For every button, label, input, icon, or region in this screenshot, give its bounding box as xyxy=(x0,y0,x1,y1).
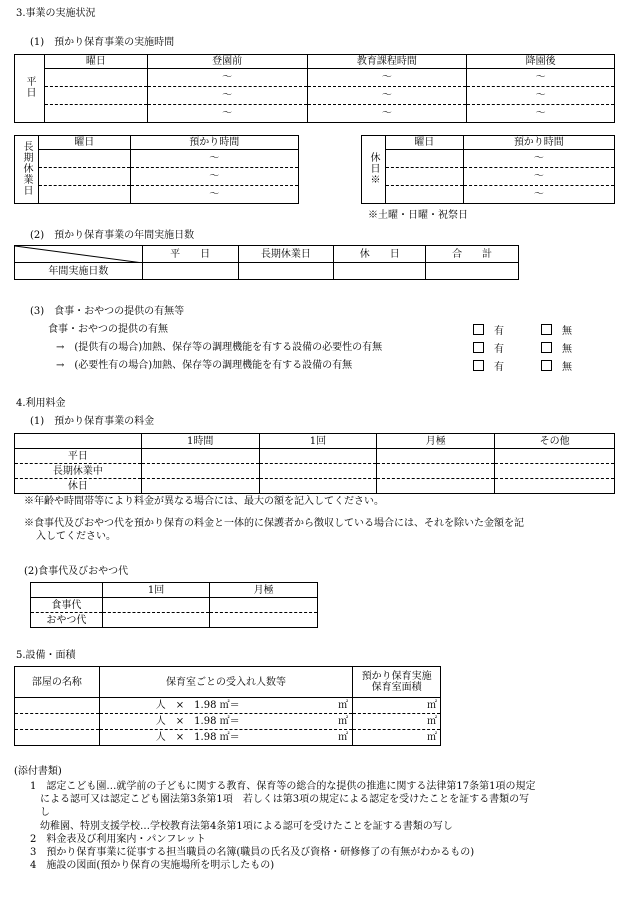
time-cell[interactable]: ～ xyxy=(147,69,307,87)
yes-checkbox[interactable]: 有 xyxy=(473,360,504,374)
row-label: 長期休業中 xyxy=(15,464,142,479)
checkbox-icon[interactable] xyxy=(541,360,552,371)
row-label: 休日 xyxy=(15,479,142,494)
room-name-cell[interactable] xyxy=(15,714,100,730)
time-cell[interactable]: ～ xyxy=(467,105,615,123)
col-header: 預かり時間 xyxy=(130,136,298,150)
weekday-hours-table xyxy=(14,54,615,123)
day-cell[interactable] xyxy=(44,105,147,123)
no-checkbox[interactable]: 無 xyxy=(541,360,572,374)
section-4-2-title: (2)食事代及びおやつ代 xyxy=(24,566,129,577)
fee-cell[interactable] xyxy=(377,449,495,464)
attachment-item-1-cont: し xyxy=(40,807,50,818)
section-4-1-title: (1) 預かり保育事業の料金 xyxy=(30,416,155,427)
meal-item: → (提供有の場合)加熱、保存等の調理機能を有する設備の必要性の有無 xyxy=(56,342,383,353)
fee-cell[interactable] xyxy=(210,598,318,613)
time-cell[interactable]: ～ xyxy=(463,186,614,204)
area-cell[interactable]: ㎡ xyxy=(353,730,441,746)
holiday-table xyxy=(361,135,615,204)
capacity-cell[interactable]: 人 × 1.98 ㎡＝ ㎡ xyxy=(99,730,352,746)
fee-cell[interactable] xyxy=(102,613,210,628)
attachment-item-1: 1 認定こども園…就学前の子どもに関する教育、保育等の総合的な提供の推進に関する法律第17条第1項の規定 xyxy=(30,781,536,792)
fee-cell[interactable] xyxy=(259,479,377,494)
section-3-2-title: (2) 預かり保育事業の年間実施日数 xyxy=(30,230,195,241)
checkbox-icon[interactable] xyxy=(473,342,484,353)
checkbox-icon[interactable] xyxy=(473,324,484,335)
fee-cell[interactable] xyxy=(259,449,377,464)
section-3-3-title: (3) 食事・おやつの提供の有無等 xyxy=(30,306,185,317)
col-header: 1時間 xyxy=(141,434,259,449)
col-header: 預かり時間 xyxy=(463,136,614,150)
fee-cell[interactable] xyxy=(141,464,259,479)
room-name-cell[interactable] xyxy=(15,698,100,714)
attachment-item-2: 2 料金表及び利用案内・パンフレット xyxy=(30,834,206,845)
holiday-label: 休日※ xyxy=(362,136,386,204)
col-header-area: 預かり保育実施 保育室面積 xyxy=(353,667,441,698)
holiday-note: ※土曜・日曜・祝祭日 xyxy=(368,210,468,221)
day-cell[interactable] xyxy=(385,186,463,204)
attachments-title: (添付書類) xyxy=(14,766,62,777)
fee-cell[interactable] xyxy=(495,479,615,494)
yes-checkbox[interactable]: 有 xyxy=(473,342,504,356)
col-header: 平 日 xyxy=(142,246,238,263)
facility-table xyxy=(14,666,441,746)
no-checkbox[interactable]: 無 xyxy=(541,324,572,338)
days-cell[interactable] xyxy=(426,263,519,280)
col-header: 月極 xyxy=(210,583,318,598)
row-label: 年間実施日数 xyxy=(15,263,143,280)
checkbox-icon[interactable] xyxy=(473,360,484,371)
attachment-item-4: 4 施設の図面(預かり保育の実施場所を明示したもの) xyxy=(30,860,275,871)
section-3-1-title: (1) 預かり保育事業の実施時間 xyxy=(30,37,175,48)
col-header: 曜日 xyxy=(38,136,130,150)
capacity-cell[interactable]: 人 × 1.98 ㎡＝ ㎡ xyxy=(99,698,352,714)
fee-cell[interactable] xyxy=(210,613,318,628)
col-header: 登園前 xyxy=(147,55,307,69)
day-cell[interactable] xyxy=(385,168,463,186)
meal-item: 食事・おやつの提供の有無 xyxy=(48,324,168,335)
fee-cell[interactable] xyxy=(377,464,495,479)
fee-cell[interactable] xyxy=(377,479,495,494)
weekday-label: 平日 xyxy=(15,55,45,123)
time-cell[interactable]: ～ xyxy=(307,87,467,105)
empty-header xyxy=(31,583,103,598)
checkbox-icon[interactable] xyxy=(541,324,552,335)
time-cell[interactable]: ～ xyxy=(130,168,298,186)
days-cell[interactable] xyxy=(142,263,238,280)
long-holiday-table xyxy=(14,135,299,204)
col-header: 教育課程時間 xyxy=(307,55,467,69)
time-cell[interactable]: ～ xyxy=(467,69,615,87)
time-cell[interactable]: ～ xyxy=(130,186,298,204)
fee-cell[interactable] xyxy=(141,479,259,494)
attachment-item-1-sub: 幼稚園、特別支援学校…学校教育法第4条第1項による認可を受けたことを証する書類の写し xyxy=(40,821,453,832)
day-cell[interactable] xyxy=(38,186,130,204)
fee-note-2-cont: 入してください。 xyxy=(36,531,116,542)
days-cell[interactable] xyxy=(238,263,334,280)
fee-table xyxy=(14,433,615,494)
time-cell[interactable]: ～ xyxy=(307,69,467,87)
checkbox-icon[interactable] xyxy=(541,342,552,353)
fee-note-2: ※食事代及びおやつ代を預かり保育の料金と一体的に保護者から徴収している場合には、それを除いた金額を記 xyxy=(24,518,524,529)
day-cell[interactable] xyxy=(44,69,147,87)
col-header: 1回 xyxy=(102,583,210,598)
fee-cell[interactable] xyxy=(102,598,210,613)
row-label: 平日 xyxy=(15,449,142,464)
col-header: 降園後 xyxy=(467,55,615,69)
diagonal-line xyxy=(15,246,143,263)
capacity-cell[interactable]: 人 × 1.98 ㎡＝ ㎡ xyxy=(99,714,352,730)
col-header: 長期休業日 xyxy=(238,246,334,263)
fee-note-1: ※年齢や時間帯等により料金が異なる場合には、最大の額を記入してください。 xyxy=(24,496,384,507)
diagonal-cell xyxy=(15,246,143,263)
fee-cell[interactable] xyxy=(495,464,615,479)
time-cell[interactable]: ～ xyxy=(147,105,307,123)
fee-cell[interactable] xyxy=(495,449,615,464)
fee-cell[interactable] xyxy=(141,449,259,464)
day-cell[interactable] xyxy=(44,87,147,105)
empty-header xyxy=(15,434,142,449)
day-cell[interactable] xyxy=(38,150,130,168)
section-4-title: 4.利用料金 xyxy=(16,398,66,409)
row-label: おやつ代 xyxy=(31,613,103,628)
col-header: 曜日 xyxy=(44,55,147,69)
time-cell[interactable]: ～ xyxy=(307,105,467,123)
attachment-item-1-cont: による認可又は認定こども園法第3条第1項 若しくは第3項の規定による認定を受けたことを証する書類の写 xyxy=(40,794,530,805)
food-fee-table xyxy=(30,582,318,628)
area-cell[interactable]: ㎡ xyxy=(353,714,441,730)
attachment-item-3: 3 預かり保育事業に従事する担当職員の名簿(職員の氏名及び資格・研修修了の有無がわかるもの) xyxy=(30,847,475,858)
col-header: 1回 xyxy=(259,434,377,449)
days-cell[interactable] xyxy=(334,263,426,280)
time-cell[interactable]: ～ xyxy=(130,150,298,168)
col-header: 曜日 xyxy=(385,136,463,150)
yes-checkbox[interactable]: 有 xyxy=(473,324,504,338)
annual-days-table xyxy=(14,245,519,280)
area-cell[interactable]: ㎡ xyxy=(353,698,441,714)
row-label: 食事代 xyxy=(31,598,103,613)
day-cell[interactable] xyxy=(385,150,463,168)
section-3-title: 3.事業の実施状況 xyxy=(16,8,96,19)
col-header: その他 xyxy=(495,434,615,449)
fee-cell[interactable] xyxy=(259,464,377,479)
time-cell[interactable]: ～ xyxy=(463,150,614,168)
time-cell[interactable]: ～ xyxy=(147,87,307,105)
col-header: 保育室ごとの受入れ人数等 xyxy=(99,667,352,698)
col-header: 部屋の名称 xyxy=(15,667,100,698)
meal-item: → (必要性有の場合)加熱、保存等の調理機能を有する設備の有無 xyxy=(56,360,353,371)
col-header: 合 計 xyxy=(426,246,519,263)
day-cell[interactable] xyxy=(38,168,130,186)
no-checkbox[interactable]: 無 xyxy=(541,342,572,356)
long-holiday-label: 長期休業日 xyxy=(15,136,39,204)
section-5-title: 5.設備・面積 xyxy=(16,650,76,661)
room-name-cell[interactable] xyxy=(15,730,100,746)
time-cell[interactable]: ～ xyxy=(463,168,614,186)
time-cell[interactable]: ～ xyxy=(467,87,615,105)
col-header: 休 日 xyxy=(334,246,426,263)
col-header: 月極 xyxy=(377,434,495,449)
